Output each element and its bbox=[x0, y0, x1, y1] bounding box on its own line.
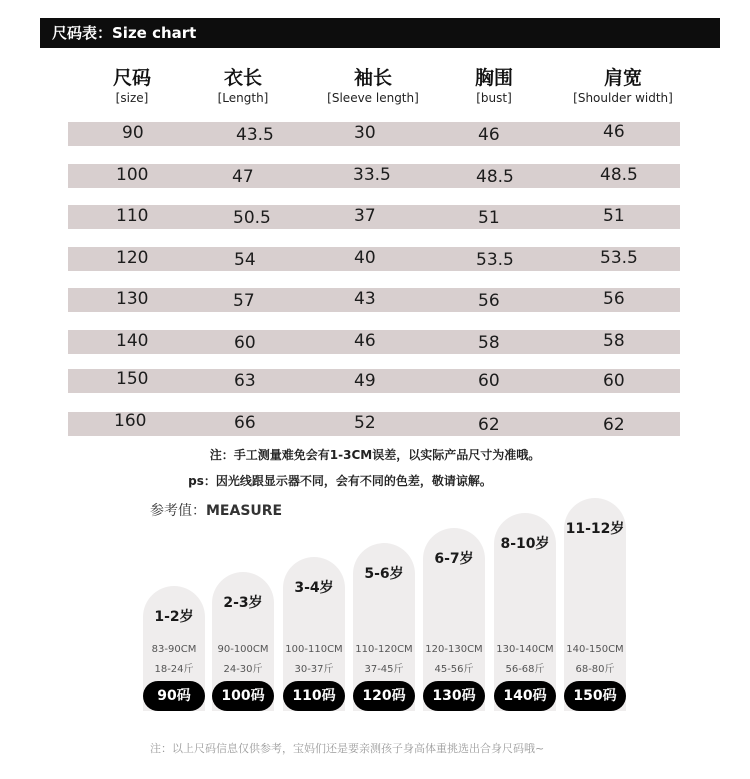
header-sleeve-en: [Sleeve length] bbox=[327, 91, 419, 105]
pill-height: 90-100CM bbox=[217, 644, 269, 655]
cell-shoulder: 46 bbox=[603, 122, 625, 142]
pill-age: 5-6岁 bbox=[364, 566, 404, 582]
cell-length: 54 bbox=[234, 250, 256, 270]
cell-size: 120 bbox=[116, 248, 149, 268]
header-shoulder-cn: 肩宽 bbox=[603, 67, 642, 89]
cell-length: 66 bbox=[234, 413, 256, 433]
color-note: ps：因光线跟显示器不同，会有不同的色差，敬请谅解。 bbox=[188, 474, 492, 488]
pill-size-code: 140码 bbox=[494, 681, 556, 711]
pill-age: 3-4岁 bbox=[294, 580, 334, 596]
cell-size: 100 bbox=[116, 165, 149, 185]
cell-shoulder: 62 bbox=[603, 415, 625, 435]
pill-height: 83-90CM bbox=[151, 644, 197, 655]
measure-prefix: 参考值： bbox=[150, 503, 206, 519]
pill-weight: 30-37斤 bbox=[294, 664, 334, 675]
cell-bust: 62 bbox=[478, 415, 500, 435]
cell-shoulder: 56 bbox=[603, 289, 625, 309]
pill-age: 11-12岁 bbox=[565, 521, 625, 537]
table-row bbox=[68, 247, 680, 271]
header-length bbox=[210, 66, 276, 106]
table-row bbox=[68, 205, 680, 229]
cell-length: 57 bbox=[233, 291, 255, 311]
pill-size-code: 100码 bbox=[212, 681, 274, 711]
size-pill bbox=[423, 528, 485, 711]
cell-bust: 60 bbox=[478, 371, 500, 391]
header-size-cn: 尺码 bbox=[112, 67, 151, 89]
header-bust-cn: 胸围 bbox=[474, 67, 513, 89]
measurement-note: 注：手工测量难免会有1-3CM误差，以实际产品尺寸为准哦。 bbox=[209, 448, 541, 462]
cell-bust: 48.5 bbox=[476, 167, 514, 187]
pill-weight: 37-45斤 bbox=[364, 664, 404, 675]
footer-note: 注：以上尺码信息仅供参考，宝妈们还是要亲测孩子身高体重挑选出合身尺码哦~ bbox=[150, 742, 545, 755]
table-row bbox=[68, 122, 680, 146]
cell-length: 43.5 bbox=[236, 125, 274, 145]
pill-age: 6-7岁 bbox=[434, 551, 474, 567]
pill-size-code: 120码 bbox=[353, 681, 415, 711]
pill-size-code: 90码 bbox=[143, 681, 205, 711]
pill-height: 110-120CM bbox=[355, 644, 413, 655]
cell-bust: 56 bbox=[478, 291, 500, 311]
cell-bust: 51 bbox=[478, 208, 500, 228]
cell-shoulder: 58 bbox=[603, 331, 625, 351]
size-pill bbox=[283, 557, 345, 711]
cell-size: 150 bbox=[116, 369, 149, 389]
cell-bust: 46 bbox=[478, 125, 500, 145]
header-sleeve bbox=[320, 66, 426, 106]
cell-length: 50.5 bbox=[233, 208, 271, 228]
pill-age: 8-10岁 bbox=[500, 536, 550, 552]
pill-size-code: 150码 bbox=[564, 681, 626, 711]
cell-sleeve: 30 bbox=[354, 123, 376, 143]
header-shoulder-en: [Shoulder width] bbox=[573, 91, 673, 105]
size-pill bbox=[143, 586, 205, 711]
title-bar bbox=[40, 18, 720, 48]
cell-length: 63 bbox=[234, 371, 256, 391]
cell-shoulder: 48.5 bbox=[600, 165, 638, 185]
pill-size-code: 130码 bbox=[423, 681, 485, 711]
pill-age: 2-3岁 bbox=[223, 595, 263, 611]
header-sleeve-cn: 袖长 bbox=[353, 67, 392, 89]
cell-sleeve: 33.5 bbox=[353, 165, 391, 185]
cell-size: 90 bbox=[122, 123, 144, 143]
table-row bbox=[68, 369, 680, 393]
header-length-en: [Length] bbox=[217, 91, 269, 105]
cell-bust: 53.5 bbox=[476, 250, 514, 270]
pill-height: 140-150CM bbox=[566, 644, 624, 655]
cell-size: 130 bbox=[116, 289, 149, 309]
page-title: 尺码表：Size chart bbox=[52, 24, 197, 42]
header-shoulder bbox=[564, 66, 682, 106]
cell-shoulder: 51 bbox=[603, 206, 625, 226]
pill-weight: 24-30斤 bbox=[223, 664, 263, 675]
size-pill bbox=[212, 572, 274, 711]
header-length-cn: 衣长 bbox=[223, 67, 262, 89]
cell-sleeve: 43 bbox=[354, 289, 376, 309]
cell-sleeve: 49 bbox=[354, 371, 376, 391]
size-pill bbox=[494, 513, 556, 711]
pill-size-code: 110码 bbox=[283, 681, 345, 711]
cell-length: 47 bbox=[232, 167, 254, 187]
cell-size: 110 bbox=[116, 206, 149, 226]
header-bust bbox=[467, 66, 521, 106]
cell-size: 160 bbox=[114, 411, 147, 431]
pill-weight: 18-24斤 bbox=[154, 664, 194, 675]
header-size-en: [size] bbox=[115, 91, 149, 105]
measure-heading bbox=[150, 500, 282, 520]
table-row bbox=[68, 164, 680, 188]
pill-weight: 45-56斤 bbox=[434, 664, 474, 675]
pill-weight: 56-68斤 bbox=[505, 664, 545, 675]
cell-sleeve: 40 bbox=[354, 248, 376, 268]
table-row bbox=[68, 288, 680, 312]
cell-sleeve: 37 bbox=[354, 206, 376, 226]
pill-height: 130-140CM bbox=[496, 644, 554, 655]
table-row bbox=[68, 330, 680, 354]
size-pill bbox=[353, 543, 415, 711]
cell-sleeve: 52 bbox=[354, 413, 376, 433]
cell-sleeve: 46 bbox=[354, 331, 376, 351]
size-pill bbox=[564, 498, 626, 711]
cell-size: 140 bbox=[116, 331, 149, 351]
pill-age: 1-2岁 bbox=[154, 609, 194, 625]
header-size bbox=[106, 66, 158, 106]
cell-bust: 58 bbox=[478, 333, 500, 353]
measure-label: MEASURE bbox=[206, 503, 283, 519]
pill-height: 120-130CM bbox=[425, 644, 483, 655]
table-row bbox=[68, 412, 680, 436]
cell-length: 60 bbox=[234, 333, 256, 353]
cell-shoulder: 60 bbox=[603, 371, 625, 391]
cell-shoulder: 53.5 bbox=[600, 248, 638, 268]
pill-height: 100-110CM bbox=[285, 644, 343, 655]
pill-weight: 68-80斤 bbox=[575, 664, 615, 675]
header-bust-en: [bust] bbox=[476, 91, 512, 105]
